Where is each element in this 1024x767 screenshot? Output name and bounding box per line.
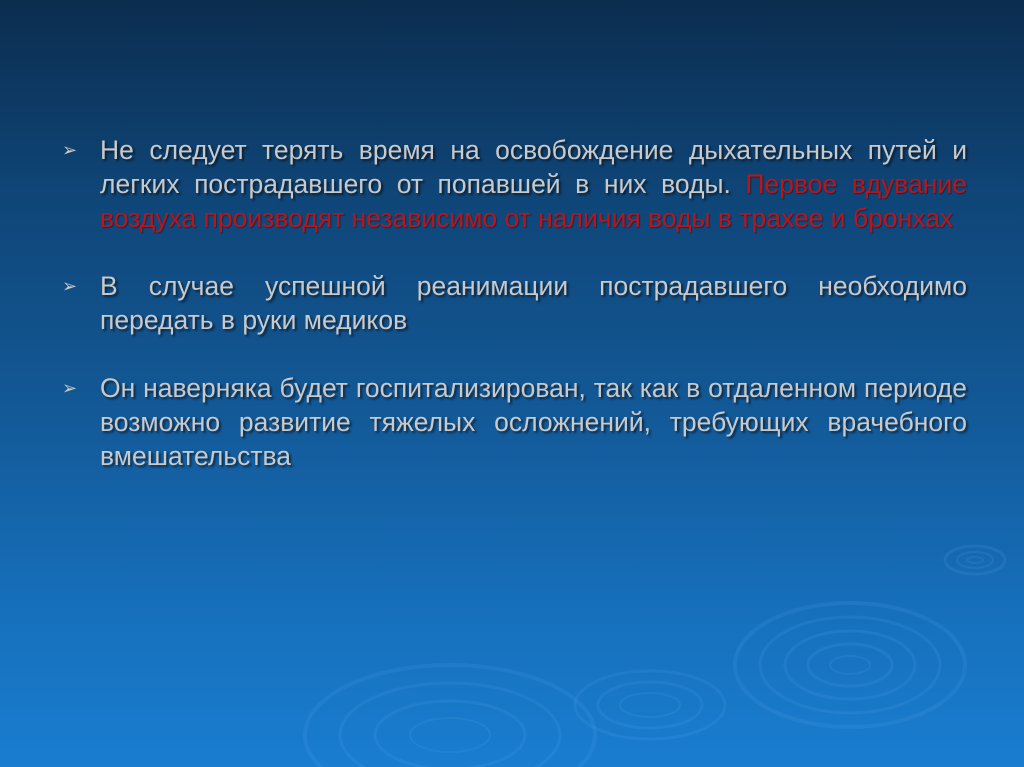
bullet-text-main: Он наверняка будет госпитализирован, так как в отдаленном периоде возможно развитие тяжелых осложнений, требующих врачебного вмешательства	[100, 373, 967, 471]
bullet-text	[100, 269, 967, 337]
bullet-item	[62, 133, 967, 235]
bullet-text	[100, 133, 967, 235]
bullet-item	[62, 371, 967, 473]
arrowhead-bullet-icon: ➢	[62, 140, 78, 161]
bullet-item	[62, 269, 967, 337]
bullet-text-main: В случае успешной реанимации пострадавшего необходимо передать в руки медиков	[100, 271, 967, 335]
arrowhead-bullet-icon: ➢	[62, 276, 78, 297]
arrowhead-bullet-icon: ➢	[62, 378, 78, 399]
bullet-text	[100, 371, 967, 473]
bullet-text-highlight: Первое вдувание воздуха производят независимо от наличия воды в трахее и бронхах	[100, 169, 967, 233]
bullet-text-main: Не следует терять время на освобождение дыхательных путей и легких пострадавшего от попавшей в них воды.	[100, 135, 967, 199]
bullet-list	[62, 133, 967, 507]
